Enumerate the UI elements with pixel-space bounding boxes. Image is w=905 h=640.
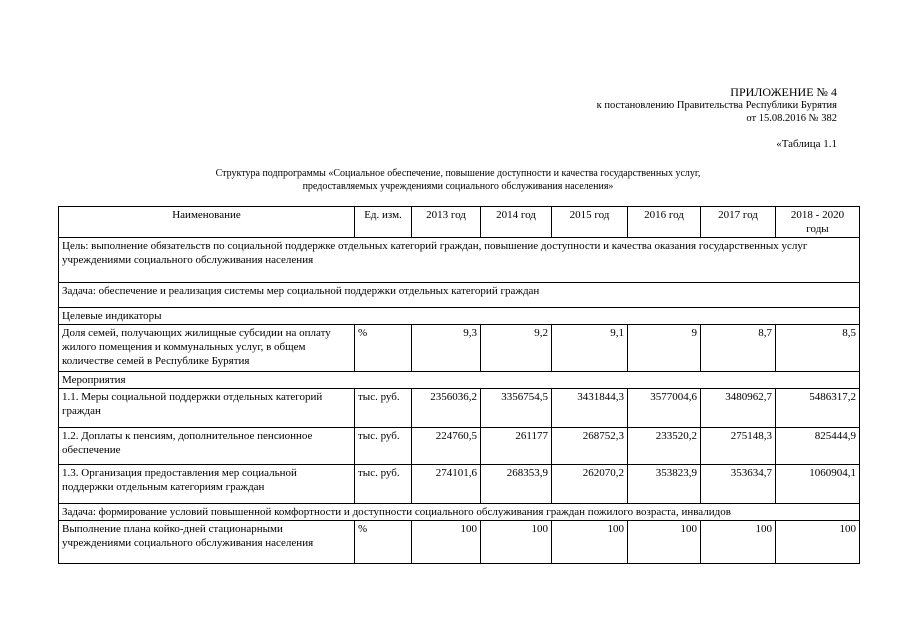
value-2018-2020: 5486317,2 bbox=[776, 389, 860, 428]
value-2014: 261177 bbox=[481, 428, 552, 465]
row-name: Доля семей, получающих жилищные субсидии на оплату жилого помещения и коммунальных услуг, в общем количестве семей в Республике Бурятия bbox=[59, 325, 355, 372]
table-row bbox=[59, 325, 860, 372]
indicators-section-row bbox=[59, 308, 860, 325]
value-2018-2020: 8,5 bbox=[776, 325, 860, 372]
table-row bbox=[59, 465, 860, 504]
value-2015: 100 bbox=[552, 521, 628, 564]
table-row bbox=[59, 428, 860, 465]
appendix-resolution: к постановлению Правительства Республики Бурятия bbox=[596, 100, 837, 111]
row-unit: тыс. руб. bbox=[355, 428, 412, 465]
value-2013: 224760,5 bbox=[412, 428, 481, 465]
measures-section-row bbox=[59, 372, 860, 389]
measures-label: Мероприятия bbox=[59, 372, 860, 389]
row-name: Выполнение плана койко-дней стационарными учреждениями социального обслуживания населения bbox=[59, 521, 355, 564]
value-2018-2020: 100 bbox=[776, 521, 860, 564]
value-2014: 9,2 bbox=[481, 325, 552, 372]
value-2016: 233520,2 bbox=[628, 428, 701, 465]
task1-text: Задача: обеспечение и реализация системы мер социальной поддержки отдельных категорий граждан bbox=[59, 283, 860, 308]
table-row bbox=[59, 389, 860, 428]
value-2016: 100 bbox=[628, 521, 701, 564]
value-2015: 3431844,3 bbox=[552, 389, 628, 428]
value-2016: 9 bbox=[628, 325, 701, 372]
value-2015: 9,1 bbox=[552, 325, 628, 372]
value-2017: 275148,3 bbox=[701, 428, 776, 465]
col-header-unit: Ед. изм. bbox=[355, 207, 412, 238]
table-label: «Таблица 1.1 bbox=[776, 138, 837, 150]
row-unit: тыс. руб. bbox=[355, 465, 412, 504]
table-row bbox=[59, 521, 860, 564]
value-2013: 2356036,2 bbox=[412, 389, 481, 428]
value-2014: 3356754,5 bbox=[481, 389, 552, 428]
appendix-header bbox=[597, 86, 837, 125]
task2-row bbox=[59, 504, 860, 521]
value-2015: 268752,3 bbox=[552, 428, 628, 465]
value-2013: 9,3 bbox=[412, 325, 481, 372]
col-header-2018-2020: 2018 - 2020 годы bbox=[776, 207, 860, 238]
value-2018-2020: 825444,9 bbox=[776, 428, 860, 465]
subprogram-structure-table bbox=[58, 206, 860, 564]
row-unit: % bbox=[355, 325, 412, 372]
title-line-2: предоставляемых учреждениями социального обслуживания населения» bbox=[302, 181, 614, 192]
value-2016: 3577004,6 bbox=[628, 389, 701, 428]
row-name: 1.3. Организация предоставления мер социальной поддержки отдельным категориям граждан bbox=[59, 465, 355, 504]
goal-text: Цель: выполнение обязательств по социальной поддержке отдельных категорий граждан, повышение доступности и качества оказания государственных услуг учреждениями социального обслуживания населения bbox=[59, 238, 860, 283]
indicators-label: Целевые индикаторы bbox=[59, 308, 860, 325]
appendix-number: ПРИЛОЖЕНИЕ № 4 bbox=[730, 85, 837, 99]
col-header-2015: 2015 год bbox=[552, 207, 628, 238]
value-2013: 100 bbox=[412, 521, 481, 564]
col-header-name: Наименование bbox=[59, 207, 355, 238]
col-header-2013: 2013 год bbox=[412, 207, 481, 238]
value-2017: 100 bbox=[701, 521, 776, 564]
goal-row bbox=[59, 238, 860, 283]
col-header-2014: 2014 год bbox=[481, 207, 552, 238]
appendix-date: от 15.08.2016 № 382 bbox=[746, 113, 837, 124]
value-2017: 353634,7 bbox=[701, 465, 776, 504]
table-header-row bbox=[59, 207, 860, 238]
task2-text: Задача: формирование условий повышенной комфортности и доступности социального обслуживания граждан пожилого возраста, инвалидов bbox=[59, 504, 860, 521]
col-header-2016: 2016 год bbox=[628, 207, 701, 238]
title-line-1: Структура подпрограммы «Социальное обеспечение, повышение доступности и качества государственных услуг, bbox=[215, 168, 701, 179]
value-2014: 268353,9 bbox=[481, 465, 552, 504]
value-2013: 274101,6 bbox=[412, 465, 481, 504]
value-2017: 8,7 bbox=[701, 325, 776, 372]
document-title bbox=[58, 167, 858, 193]
value-2015: 262070,2 bbox=[552, 465, 628, 504]
value-2016: 353823,9 bbox=[628, 465, 701, 504]
row-name: 1.1. Меры социальной поддержки отдельных категорий граждан bbox=[59, 389, 355, 428]
col-header-2017: 2017 год bbox=[701, 207, 776, 238]
value-2014: 100 bbox=[481, 521, 552, 564]
value-2018-2020: 1060904,1 bbox=[776, 465, 860, 504]
row-unit: тыс. руб. bbox=[355, 389, 412, 428]
task1-row bbox=[59, 283, 860, 308]
row-name: 1.2. Доплаты к пенсиям, дополнительное пенсионное обеспечение bbox=[59, 428, 355, 465]
value-2017: 3480962,7 bbox=[701, 389, 776, 428]
row-unit: % bbox=[355, 521, 412, 564]
